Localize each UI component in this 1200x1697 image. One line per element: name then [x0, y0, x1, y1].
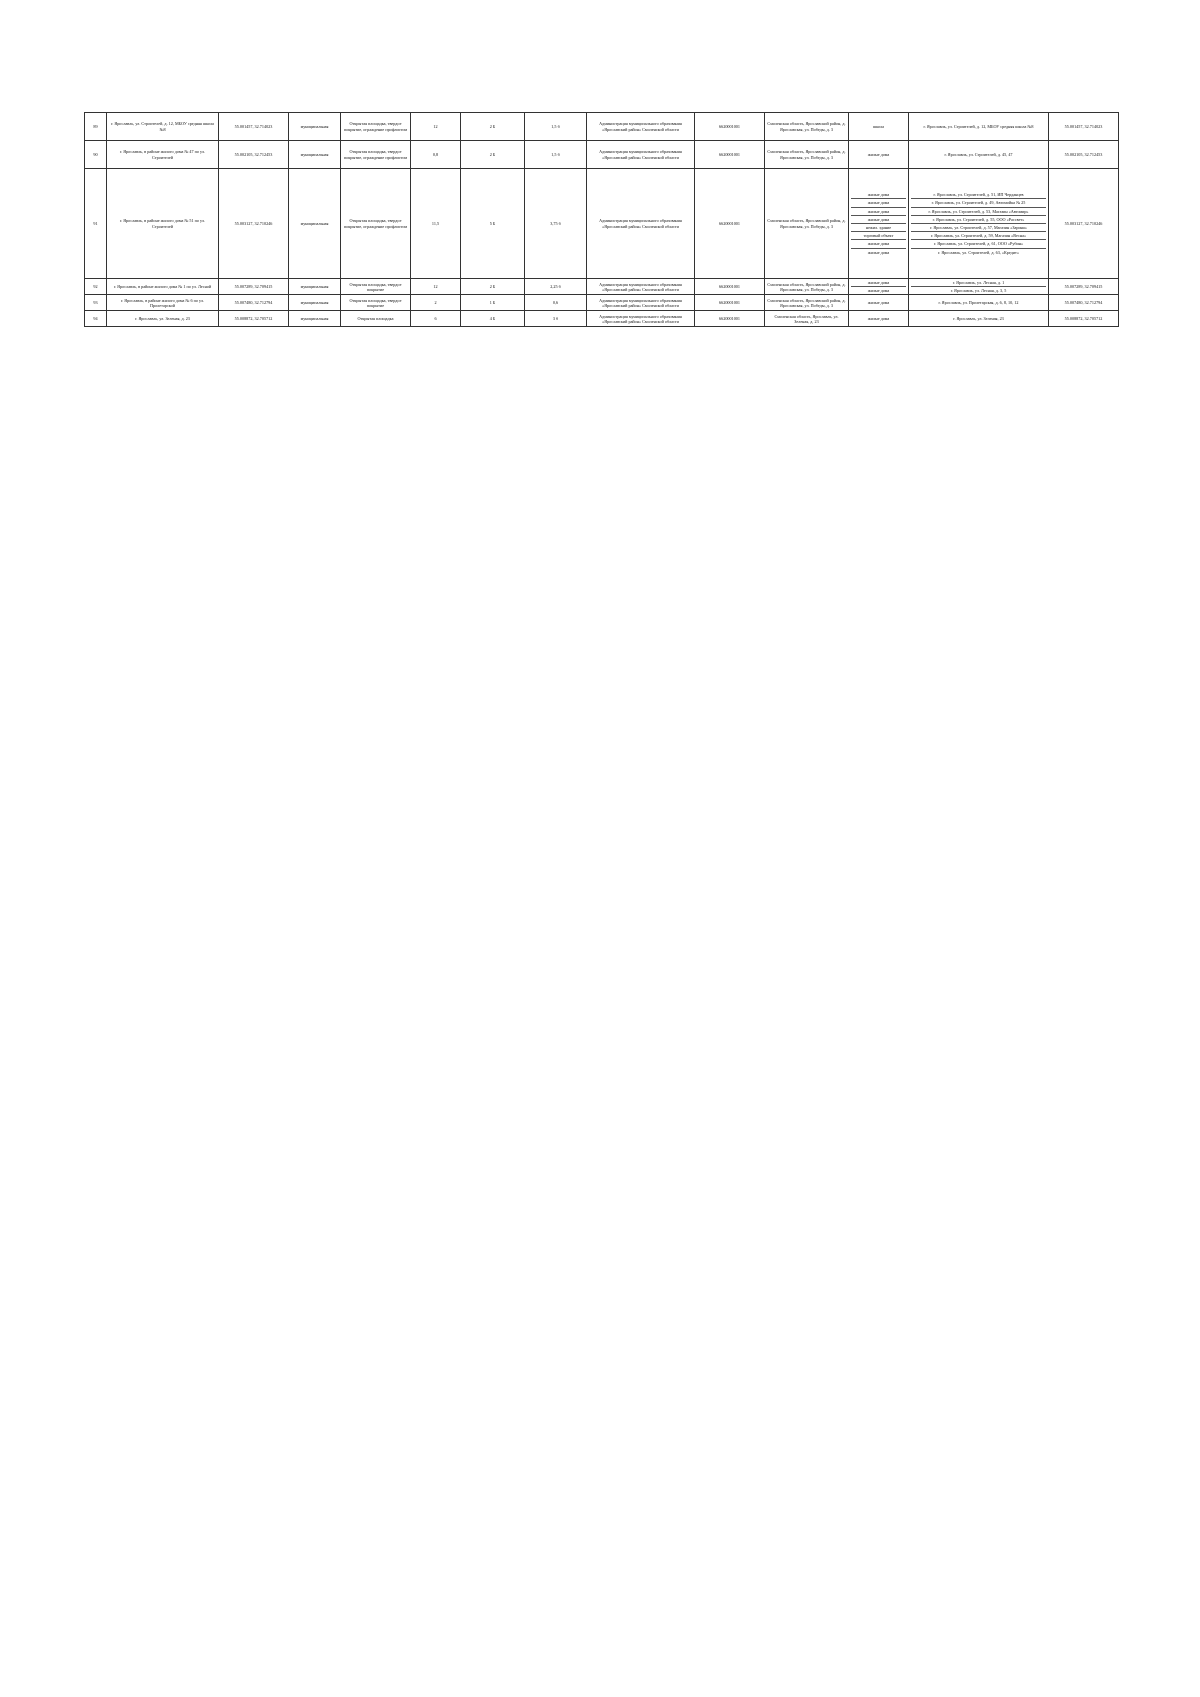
row-number: 92 [85, 279, 107, 295]
volume-cell: 0,6 [525, 295, 587, 311]
source-kind-cell [849, 141, 909, 169]
source-kind: жилые дома [851, 279, 906, 287]
bins-cell: 2 Б [461, 279, 525, 295]
source-kind: нежил. здание [851, 224, 906, 232]
source-address-cell [909, 311, 1049, 327]
coords-cell-2: 55.001457, 32.714023 [1049, 113, 1119, 141]
inn-cell: 6620001001 [695, 169, 765, 279]
coords-cell-2: 55.008872, 32.705712 [1049, 311, 1119, 327]
source-address: г. Ярославль, ул. Строителей, д. 63, «Кредит» [938, 249, 1019, 255]
location-cell: г. Ярославль, в районе жилого дома № 51 по ул. Строителей [107, 169, 219, 279]
source-address-cell [909, 141, 1049, 169]
address-cell: Смоленская область, Ярославль, ул. Зеленая, д. 23 [765, 311, 849, 327]
bins-cell: 2 Б [461, 113, 525, 141]
coords-cell-2: 55.003127, 32.710246 [1049, 169, 1119, 279]
area-cell: 2 [411, 295, 461, 311]
surface-cell: Открытая площадка, твердое покрытие, ограждение профлистом [341, 169, 411, 279]
holder-cell: Администрация муниципального образования «Ярославский район» Смоленской области [587, 169, 695, 279]
source-kind: жилые дома [851, 240, 906, 248]
address-cell: Смоленская область, Ярославский район, д. Ярославская, ул. Победы, д. 3 [765, 169, 849, 279]
row-number: 89 [85, 113, 107, 141]
type-cell: муниципальная [289, 295, 341, 311]
container-sites-table [84, 112, 1119, 327]
row-number: 91 [85, 169, 107, 279]
source-address-cell [909, 279, 1049, 295]
bins-cell: 1 Б [461, 295, 525, 311]
surface-cell: Открытая площадка, твердое покрытие [341, 279, 411, 295]
row-number: 94 [85, 311, 107, 327]
inn-cell: 6620001001 [695, 311, 765, 327]
location-cell: г. Ярославль, в районе жилого дома № 6 по ул. Пролетарской [107, 295, 219, 311]
source-address-cell [909, 295, 1049, 311]
type-cell: муниципальная [289, 279, 341, 295]
volume-cell: 3 б [525, 311, 587, 327]
table-row [85, 113, 1119, 141]
holder-cell: Администрация муниципального образования «Ярославский район» Смоленской области [587, 141, 695, 169]
type-cell: муниципальная [289, 113, 341, 141]
table-row [85, 279, 1119, 295]
coords-cell: 55.007289, 32.709415 [219, 279, 289, 295]
source-address: г. Ярославль, ул. Строителей, д. 51, ИП Черданцев [911, 191, 1046, 199]
holder-cell: Администрация муниципального образования «Ярославский район» Смоленской области [587, 311, 695, 327]
volume-cell: 1,5 б [525, 141, 587, 169]
bins-cell: 4 Б [461, 311, 525, 327]
source-address: г. Ярославль, ул. Зеленая, 23 [953, 316, 1004, 322]
source-address: г. Ярославль, ул. Лесная, д. 3, 5 [950, 288, 1007, 294]
source-kind: жилые дома [867, 249, 890, 255]
table-row [85, 295, 1119, 311]
source-kind: жилые дома [867, 288, 890, 294]
surface-cell: Открытая площадка [341, 311, 411, 327]
location-cell: г. Ярославль, в районе жилого дома № 1 по ул. Лесной [107, 279, 219, 295]
holder-cell: Администрация муниципального образования «Ярославский район» Смоленской области [587, 295, 695, 311]
source-address: г. Ярославль, ул. Строителей, д. 53, Магазин «Автомир» [911, 208, 1046, 216]
source-address: г. Ярославль, ул. Строителей, д. 61, ООО «Рубин» [911, 240, 1046, 248]
coords-cell-2: 55.002105, 32.712453 [1049, 141, 1119, 169]
source-kind: жилые дома [851, 191, 906, 199]
source-address-cell [909, 113, 1049, 141]
volume-cell: 3,75 б [525, 169, 587, 279]
inn-cell: 6620001001 [695, 295, 765, 311]
coords-cell-2: 55.007480, 32.712794 [1049, 295, 1119, 311]
source-kind-cell [849, 113, 909, 141]
address-cell: Смоленская область, Ярославский район, д. Ярославская, ул. Победы, д. 3 [765, 279, 849, 295]
coords-cell: 55.002105, 32.712453 [219, 141, 289, 169]
area-cell: 0,8 [411, 141, 461, 169]
source-address: г. Ярославль, ул. Строителей, д. 59, Магазин «Весна» [911, 232, 1046, 240]
source-address: г. Ярославль, ул. Строителей, д. 55, ООО «Рассвет» [911, 216, 1046, 224]
source-address-cell [909, 169, 1049, 279]
source-kind-cell [849, 295, 909, 311]
source-address: г. Ярославль, ул. Лесная, д. 1 [911, 279, 1046, 287]
volume-cell: 1,5 б [525, 113, 587, 141]
table-row [85, 169, 1119, 279]
coords-cell: 55.001457, 32.714023 [219, 113, 289, 141]
coords-cell: 55.003127, 32.710246 [219, 169, 289, 279]
bins-cell: 2 Б [461, 141, 525, 169]
source-kind: жилые дома [851, 199, 906, 207]
table-row [85, 141, 1119, 169]
source-kind: школа [872, 123, 885, 129]
address-cell: Смоленская область, Ярославский район, д. Ярославская, ул. Победы, д. 3 [765, 113, 849, 141]
address-cell: Смоленская область, Ярославский район, д. Ярославская, ул. Победы, д. 3 [765, 141, 849, 169]
coords-cell: 55.007480, 32.712794 [219, 295, 289, 311]
surface-cell: Открытая площадка, твердое покрытие, ограждение профлистом [341, 141, 411, 169]
area-cell: 12 [411, 113, 461, 141]
register-sheet [84, 112, 1118, 327]
coords-cell: 55.008872, 32.705712 [219, 311, 289, 327]
source-kind-cell [849, 169, 909, 279]
holder-cell: Администрация муниципального образования «Ярославский район» Смоленской области [587, 279, 695, 295]
table-row [85, 311, 1119, 327]
source-kind: жилые дома [867, 316, 890, 322]
source-address: г. Ярославль, ул. Строителей, д. 12, МБОУ средняя школа №8 [923, 123, 1034, 129]
type-cell: муниципальная [289, 169, 341, 279]
source-kind-cell [849, 279, 909, 295]
source-kind: торговый объект [851, 232, 906, 240]
location-cell: г. Ярославль, в районе жилого дома № 47 по ул. Строителей [107, 141, 219, 169]
row-number: 93 [85, 295, 107, 311]
source-address: г. Ярославль, ул. Пролетарская, д. 6, 8, 10, 12 [938, 300, 1019, 306]
holder-cell: Администрация муниципального образования «Ярославский район» Смоленской области [587, 113, 695, 141]
area-cell: 11,5 [411, 169, 461, 279]
bins-cell: 5 Б [461, 169, 525, 279]
source-kind: жилые дома [867, 300, 890, 306]
source-kind: жилые дома [851, 216, 906, 224]
inn-cell: 6620001001 [695, 113, 765, 141]
source-address: г. Ярославль, ул. Строителей, д. 49, Автомойка № 25 [911, 199, 1046, 207]
location-cell: г. Ярославль, ул. Зеленая, д. 23 [107, 311, 219, 327]
address-cell: Смоленская область, Ярославский район, д. Ярославская, ул. Победы, д. 3 [765, 295, 849, 311]
source-kind: жилые дома [867, 151, 890, 157]
source-kind: жилые дома [851, 208, 906, 216]
area-cell: 6 [411, 311, 461, 327]
inn-cell: 6620001001 [695, 279, 765, 295]
location-cell: г. Ярославль, ул. Строителей, д. 12, МБОУ средняя школа №8 [107, 113, 219, 141]
coords-cell-2: 55.007289, 32.709415 [1049, 279, 1119, 295]
source-address: г. Ярославль, ул. Строителей, д. 57, Магазин «Зарина» [911, 224, 1046, 232]
type-cell: муниципальная [289, 141, 341, 169]
surface-cell: Открытая площадка, твердое покрытие [341, 295, 411, 311]
source-address: г. Ярославль, ул. Строителей, д. 45, 47 [944, 151, 1013, 157]
area-cell: 12 [411, 279, 461, 295]
source-kind-cell [849, 311, 909, 327]
type-cell: муниципальная [289, 311, 341, 327]
inn-cell: 6620001001 [695, 141, 765, 169]
volume-cell: 2,25 б [525, 279, 587, 295]
surface-cell: Открытая площадка, твердое покрытие, ограждение профлистом [341, 113, 411, 141]
row-number: 90 [85, 141, 107, 169]
